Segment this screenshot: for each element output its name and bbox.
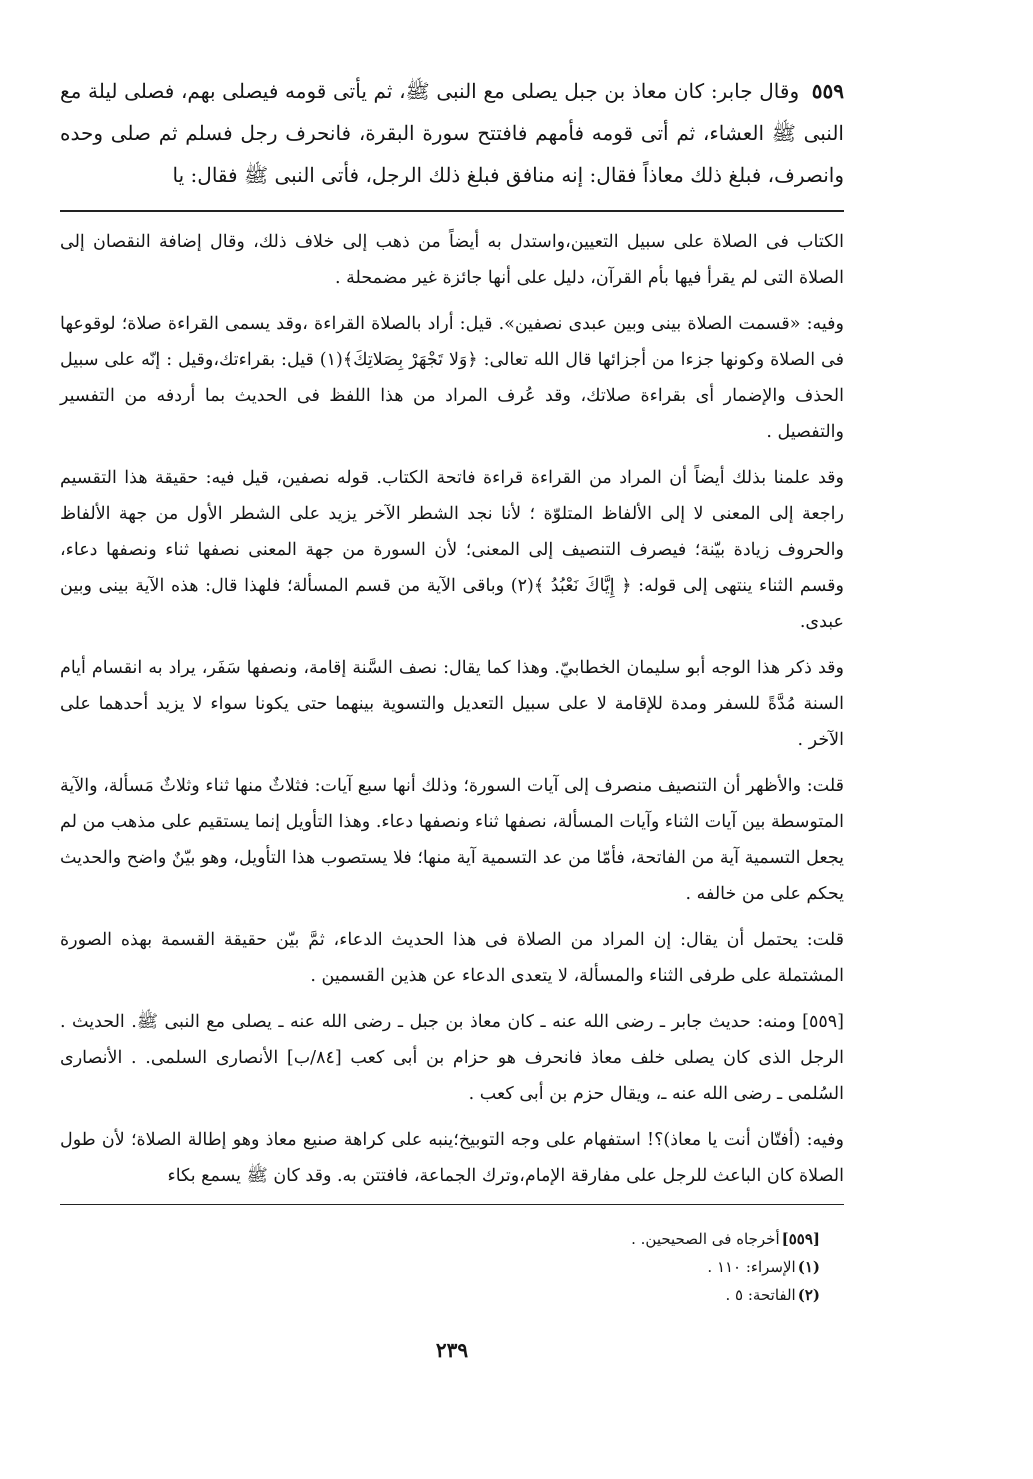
footnote-tag: [٥٥٩] bbox=[781, 1230, 820, 1248]
footnote bbox=[60, 1225, 820, 1253]
footnote-tag: (١) bbox=[797, 1258, 820, 1276]
commentary-paragraph: الكتاب فى الصلاة على سبيل التعيين،واستدل به أيضاً من ذهب إلى خلاف ذلك، وقال إضافة النقصان إلى الصلاة التى لم يقرأ فيها بأم القرآن، دليل على أنها جائزة غير مضمحلة . bbox=[60, 232, 844, 288]
commentary-paragraph: وقد علمنا بذلك أيضاً أن المراد من القراءة قراءة فاتحة الكتاب. قوله نصفين، قيل فيه: حقيقة هذا التقسيم راجعة إلى المعنى لا إلى الألفاظ المتلوّة ؛ لأنا نجد الشطر الآخر يزيد على الشطر الأول من جهة الألفاظ والحروف زيادة بيّنة؛ فيصرف التنصيف إلى المعنى؛ لأن السورة من جهة المعنى نصفها ثناء ونصفها دعاء، وقسم الثناء ينتهى إلى قوله: ﴿ إِيَّاكَ نَعْبُدُ ﴾(٢) وباقى الآية من قسم المسألة؛ فلهذا قال: هذه الآية بينى وبين عبدى. bbox=[60, 468, 844, 632]
commentary-paragraph: [٥٥٩] ومنه: حديث جابر ـ رضى الله عنه ـ كان معاذ بن جبل ـ رضى الله عنه ـ يصلى مع النبى ﷺ. الحديث . الرجل الذى كان يصلى خلف معاذ فانحرف هو حزام بن أبى كعب [٨٤/ب] الأنصارى السلمى. . الأنصارى السُلمى ـ رضى الله عنه ـ، ويقال حزم بن أبى كعب . bbox=[60, 1012, 844, 1104]
commentary-paragraph: وقد ذكر هذا الوجه أبو سليمان الخطابيّ. وهذا كما يقال: نصف السَّنة إقامة، ونصفها سَفَر، يراد به انقسام أيام السنة مُدَّةً للسفر ومدة للإقامة لا على سبيل التعديل والتسوية بينهما حتى يكونا سواء لا يزيد أحدهما على الآخر . bbox=[60, 658, 844, 750]
footnote bbox=[60, 1281, 820, 1309]
footnote-tag: (٢) bbox=[797, 1286, 820, 1304]
footnote-text: الفاتحة: ٥ . bbox=[725, 1286, 796, 1304]
footnote-text: الإسراء: ١١٠ . bbox=[707, 1258, 796, 1276]
book-page bbox=[60, 70, 844, 1430]
footnotes bbox=[60, 1225, 820, 1309]
page-number: ٢٣٩ bbox=[435, 1338, 469, 1362]
footnote-separator bbox=[60, 1204, 844, 1205]
footnote bbox=[60, 1253, 820, 1281]
separator-line bbox=[60, 210, 844, 212]
commentary-paragraph: وفيه: (أفتّان أنت يا معاذ)؟! استفهام على وجه التوبيخ؛ينبه على كراهة صنيع معاذ وهو إطالة الصلاة؛ لأن طول الصلاة كان الباعث للرجل على مفارقة الإمام،وترك الجماعة، فافتتن به. وقد كان ﷺ يسمع بكاء bbox=[60, 1130, 844, 1186]
hadith-body: وقال جابر: كان معاذ بن جبل يصلى مع النبى ﷺ، ثم يأتى قومه فيصلى بهم، فصلى ليلة مع النبى ﷺ العشاء، ثم أتى قومه فأمهم فافتتح سورة البقرة، فانحرف رجل فسلم ثم صلى وحده وانصرف، فبلغ ذلك معاذاً فقال: إنه منافق فبلغ ذلك الرجل، فأتى النبى ﷺ فقال: يا bbox=[60, 79, 844, 187]
footnote-text: أخرجاه فى الصحيحين. . bbox=[631, 1230, 780, 1248]
hadith-text-block bbox=[60, 70, 844, 196]
commentary-paragraph: قلت: يحتمل أن يقال: إن المراد من الصلاة فى هذا الحديث الدعاء، ثمَّ بيّن حقيقة القسمة بهذه الصورة المشتملة على طرفى الثناء والمسألة، لا يتعدى الدعاء عن هذين القسمين . bbox=[60, 930, 844, 986]
commentary-paragraph: وفيه: «قسمت الصلاة بينى وبين عبدى نصفين». قيل: أراد بالصلاة القراءة ،وقد يسمى القراءة صلاة؛ لوقوعها فى الصلاة وكونها جزءا من أجزائها قال الله تعالى: ﴿وَلا تَجْهَرْ بِصَلاتِكَ﴾(١) قيل: بقراءتك،وقيل : إنّه على سبيل الحذف والإضمار أى بقراءة صلاتك، وقد عُرف المراد من هذا اللفظ فى الحديث بما أردفه من التفسير والتفصيل . bbox=[60, 314, 844, 442]
commentary-paragraph: قلت: والأظهر أن التنصيف منصرف إلى آيات السورة؛ وذلك أنها سبع آيات: فثلاثٌ منها ثناء وثلاثٌ مَسألة، والآية المتوسطة بين آيات الثناء وآيات المسألة، نصفها ثناء ونصفها دعاء. وهذا التأويل إنما يستقيم على مذهب من لم يجعل التسمية آية من الفاتحة، فأمّا من عد التسمية آية منها؛ فلا يستصوب هذا التأويل، وهو بيّنٌ واضح والحديث يحكم على من خالفه . bbox=[60, 776, 844, 904]
hadith-number: ٥٥٩ bbox=[811, 79, 844, 103]
